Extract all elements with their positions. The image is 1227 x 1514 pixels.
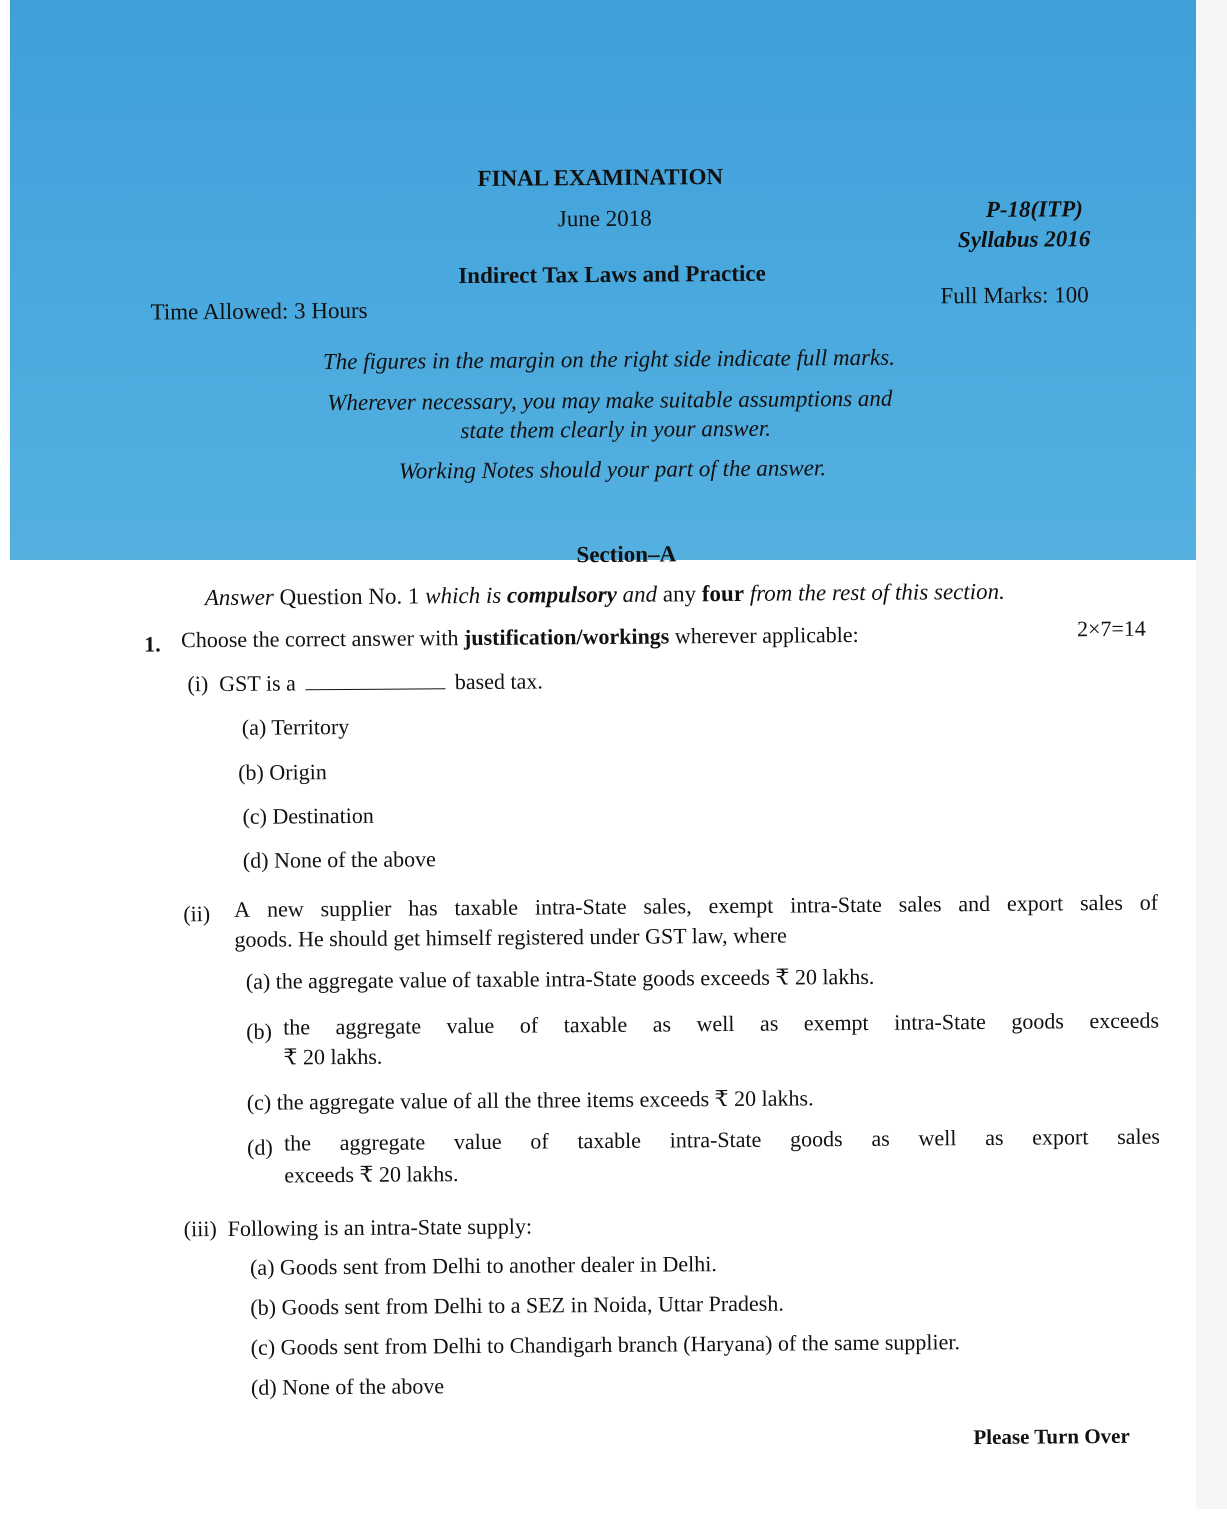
word: taxable [577,1127,642,1154]
option-iii-c [251,1329,960,1361]
word: exempt [708,892,774,919]
word: has [408,895,438,921]
time-allowed: Time Allowed: 3 Hours [150,297,368,325]
word: intra-State [894,1008,986,1035]
word: goods [1011,1008,1064,1034]
directive-part: from the rest of this section. [749,578,1005,606]
full-marks: Full Marks: 100 [940,282,1089,309]
word: the [283,1130,312,1156]
word: exempt [803,1009,869,1036]
instruction-assumptions-1: Wherever necessary, you may make suitable assumptions and [327,385,893,416]
word: exceeds [1089,1007,1160,1034]
sub-text: GST is a [219,670,296,696]
word: intra-State [790,891,882,918]
option-ii-b-line1 [283,1008,1159,1041]
word: sales, [643,893,692,919]
directive-part: any [662,581,697,607]
option-iii-a [250,1251,717,1281]
option-text: None of the above [273,846,436,873]
option-text: Origin [269,759,327,785]
stem-part: wherever applicable: [674,621,859,649]
word: sales [898,891,942,917]
directive-part: Answer [204,584,274,611]
option-ii-d-label: (d) [247,1134,273,1160]
word: of [530,1128,549,1154]
option-label: (a) [241,714,267,740]
word: sales [1117,1123,1161,1149]
section-directive [205,579,1005,611]
word: value [453,1128,502,1155]
sub-question-iii [184,1214,533,1243]
word: as [871,1125,890,1151]
option-iii-b [250,1291,784,1321]
paper-code: P-18(ITP) [985,196,1083,222]
sub-number: (i) [187,671,209,697]
word: as [652,1011,672,1037]
word: and [958,890,991,917]
word: well [918,1125,957,1151]
word: value [446,1012,495,1039]
word: aggregate [339,1129,426,1156]
word: supplier [320,895,392,922]
option-iii-d [251,1373,444,1401]
option-text: Destination [272,802,374,829]
option-label: (b) [250,1294,277,1320]
word: new [266,896,304,922]
option-ii-c [247,1085,814,1115]
word: export [1006,890,1064,916]
directive-part: four [701,580,745,607]
question-number: 1. [144,631,161,657]
fill-blank [305,670,445,690]
option-i-d [243,846,436,874]
option-i-c [242,803,374,830]
option-label: (d) [242,847,269,873]
word: intra-State [534,893,627,920]
directive-part: and [622,581,658,607]
instruction-marks: The figures in the margin on the right side indicate full marks. [322,344,896,375]
exam-title: FINAL EXAMINATION [477,164,724,191]
option-ii-d-line1 [284,1124,1160,1157]
stem-part: Choose the correct answer with [181,625,459,653]
option-text: Goods sent from Delhi to Chandigarh branch (Haryana) of the same supplier. [280,1329,961,1360]
sub-question-ii-line2: goods. He should get himself registered under GST law, where [234,922,787,952]
question-marks: 2×7=14 [1076,615,1146,642]
section-title: Section–A [576,541,677,568]
option-text: Goods sent from Delhi to another dealer in Delhi. [279,1251,717,1280]
option-i-b [238,759,327,786]
word: taxable [454,894,519,921]
option-label: (d) [250,1374,277,1400]
option-label: (c) [242,803,268,829]
word: goods [790,1126,843,1152]
syllabus-year: Syllabus 2016 [957,226,1091,253]
sub-text: based tax. [454,668,543,695]
word: sales [1079,889,1123,916]
option-text: None of the above [282,1373,445,1400]
instruction-working-notes: Working Notes should your part of the answer. [398,455,827,484]
option-ii-d-line2: exceeds ₹ 20 lakhs. [284,1161,459,1188]
instruction-assumptions-2: state them clearly in your answer. [460,415,772,444]
subject-title: Indirect Tax Laws and Practice [458,260,766,289]
sub-number: (iii) [183,1216,217,1242]
option-label: (b) [238,759,264,785]
word: intra-State [669,1126,762,1153]
word: the [283,1014,311,1040]
directive-part: compulsory [506,581,617,608]
word: as [759,1010,779,1036]
directive-part: Question No. 1 [279,583,420,610]
word: taxable [563,1011,628,1038]
sub-question-i [187,668,543,697]
stem-part: justification/workings [463,623,670,651]
question-stem [181,622,859,653]
option-text: the aggregate value of taxable intra-State goods exceeds ₹ 20 lakhs. [275,963,875,994]
option-label: (c) [246,1089,272,1115]
sub-text: Following is an intra-State supply: [227,1213,533,1241]
option-label: (a) [245,968,271,994]
word: aggregate [335,1013,422,1040]
word: of [1139,889,1159,915]
word: export [1032,1124,1089,1150]
option-text: Territory [271,713,350,740]
option-text: the aggregate value of all the three items exceeds ₹ 20 lakhs. [276,1085,814,1115]
sub-question-ii-line1 [234,890,1158,923]
option-text: Goods sent from Delhi to a SEZ in Noida, Uttar Pradesh. [281,1290,784,1320]
word: A [234,896,251,922]
word: of [519,1012,539,1038]
option-ii-b-line2: ₹ 20 lakhs. [283,1043,383,1070]
option-ii-a [246,964,875,995]
option-ii-b-label: (b) [246,1018,272,1044]
please-turn-over: Please Turn Over [973,1423,1130,1450]
sub-question-ii-number: (ii) [183,901,211,927]
option-label: (c) [250,1334,276,1360]
directive-part: which is [425,582,502,609]
option-i-a [242,714,350,741]
exam-session: June 2018 [557,205,652,232]
option-label: (a) [249,1254,275,1280]
word: well [696,1010,735,1037]
word: as [985,1124,1004,1150]
